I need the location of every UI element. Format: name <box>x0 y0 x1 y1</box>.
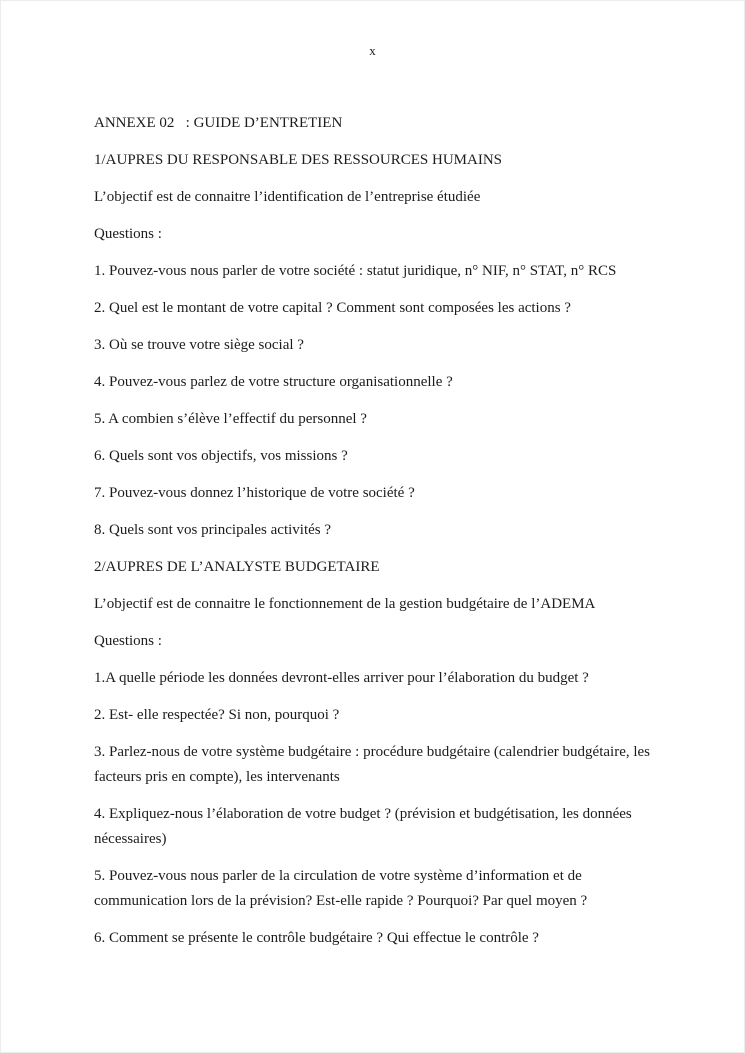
question-item: 4. Pouvez-vous parlez de votre structure organisationnelle ? <box>94 374 453 390</box>
question-item: 1.A quelle période les données devront-elles arriver pour l’élaboration du budget ? <box>94 670 589 686</box>
question-item: 8. Quels sont vos principales activités ? <box>94 522 332 538</box>
document-content <box>1 58 744 951</box>
question-item: 3. Parlez-nous de votre système budgétaire : procédure budgétaire (calendrier budgétaire, les facteurs pris en compte), les intervenants <box>94 744 654 785</box>
question-item: 6. Quels sont vos objectifs, vos missions ? <box>94 448 348 464</box>
question-item: 3. Où se trouve votre siège social ? <box>94 337 304 353</box>
question-item: 5. Pouvez-vous nous parler de la circulation de votre système d’information et de communication lors de la prévision? Est-elle rapide ? Pourquoi? Par quel moyen ? <box>94 868 588 909</box>
section-2-objective: L’objectif est de connaitre le fonctionnement de la gestion budgétaire de l’ADEMA <box>94 596 596 612</box>
page-header-mark: x <box>369 43 376 58</box>
question-item: 6. Comment se présente le contrôle budgétaire ? Qui effectue le contrôle ? <box>94 930 539 946</box>
question-item: 1. Pouvez-vous nous parler de votre société : statut juridique, n° NIF, n° STAT, n° RCS <box>94 263 617 279</box>
question-item: 5. A combien s’élève l’effectif du personnel ? <box>94 411 367 427</box>
section-1-heading: 1/AUPRES DU RESPONSABLE DES RESSOURCES HUMAINS <box>94 152 502 168</box>
question-item: 7. Pouvez-vous donnez l’historique de votre société ? <box>94 485 415 501</box>
section-1-objective: L’objectif est de connaitre l’identification de l’entreprise étudiée <box>94 189 481 205</box>
question-item: 2. Quel est le montant de votre capital ? Comment sont composées les actions ? <box>94 300 571 316</box>
section-2-questions-label: Questions : <box>94 633 162 649</box>
question-item: 2. Est- elle respectée? Si non, pourquoi ? <box>94 707 340 723</box>
question-item: 4. Expliquez-nous l’élaboration de votre budget ? (prévision et budgétisation, les données nécessaires) <box>94 806 636 847</box>
annex-title: ANNEXE 02 : GUIDE D’ENTRETIEN <box>94 115 343 131</box>
section-2-heading: 2/AUPRES DE L’ANALYSTE BUDGETAIRE <box>94 559 380 575</box>
section-1-questions-label: Questions : <box>94 226 162 242</box>
